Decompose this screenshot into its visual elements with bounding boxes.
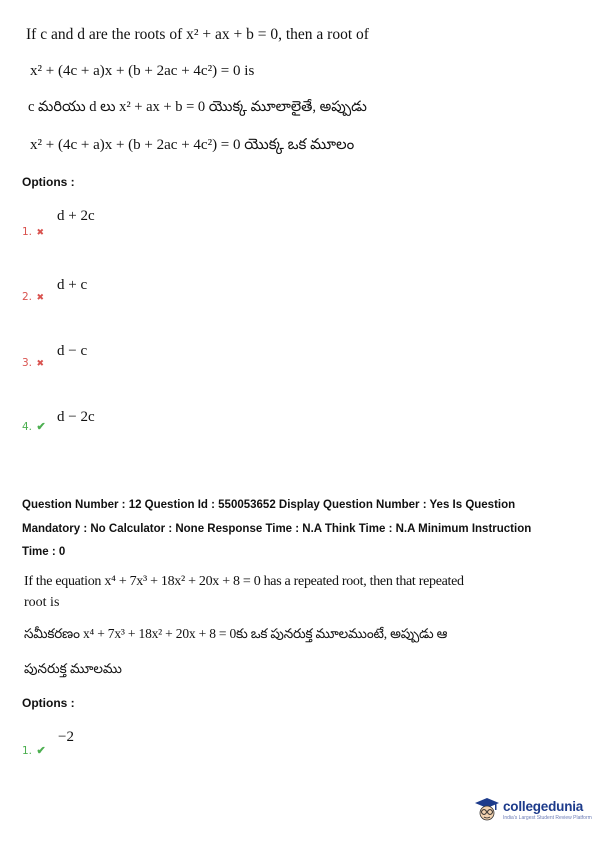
- option-3-value: d − c: [57, 343, 88, 359]
- q12-english-line-1: If the equation x⁴ + 7x³ + 18x² + 20x + 8 = 0 has a repeated root, then that repeated: [24, 574, 464, 589]
- logo-wordmark: collegedunia: [503, 799, 584, 814]
- graduate-mascot-icon: [474, 796, 500, 824]
- collegedunia-logo: [474, 796, 592, 824]
- logo-tagline: India's Largest Student Review Platform: [503, 815, 592, 821]
- options-label-q12: Options :: [22, 696, 75, 710]
- q11-english-line-2: x² + (4c + a)x + (b + 2ac + 4c²) = 0 is: [30, 63, 255, 79]
- option-4: [22, 417, 46, 435]
- q11-english-line-1: If c and d are the roots of x² + ax + b = 0, then a root of: [26, 26, 369, 43]
- option-number: 3.: [22, 357, 33, 369]
- option-1-value: d + 2c: [57, 208, 95, 224]
- q11-telugu-line-1: c మరియు d లు x² + ax + b = 0 యొక్క మూలాలైతే, అప్పుడు: [28, 99, 367, 115]
- q11-telugu-line-2: x² + (4c + a)x + (b + 2ac + 4c²) = 0 యొక్క ఒక మూలం: [30, 137, 355, 153]
- option-number: 1.: [22, 226, 33, 238]
- question-meta-line-3: Time : 0: [22, 546, 66, 558]
- check-icon: ✔: [36, 745, 46, 757]
- q12-option-1-value: −2: [58, 729, 74, 745]
- wrong-icon: ✖: [36, 358, 45, 368]
- q12-option-1: [22, 741, 46, 759]
- option-4-value: d − 2c: [57, 409, 95, 425]
- wrong-icon: ✖: [36, 227, 45, 237]
- option-number: 1.: [22, 745, 33, 757]
- option-number: 4.: [22, 421, 33, 433]
- q12-telugu-line-2: పునరుక్త మూలము: [24, 661, 122, 676]
- option-3: [22, 353, 44, 371]
- check-icon: ✔: [36, 421, 46, 433]
- q12-english-line-2: root is: [24, 595, 60, 610]
- q12-telugu-line-1: సమీకరణం x⁴ + 7x³ + 18x² + 20x + 8 = 0కు ఒక పునరుక్త మూలముంటే, అప్పుడు ఆ: [24, 626, 448, 641]
- option-2: [22, 287, 44, 305]
- question-meta-line-1: Question Number : 12 Question Id : 550053652 Display Question Number : Yes Is Question: [22, 499, 516, 511]
- option-2-value: d + c: [57, 277, 88, 293]
- options-label: Options :: [22, 175, 75, 189]
- option-number: 2.: [22, 291, 33, 303]
- question-meta-line-2: Mandatory : No Calculator : None Response Time : N.A Think Time : N.A Minimum Instruction: [22, 523, 532, 535]
- option-1: [22, 222, 44, 240]
- wrong-icon: ✖: [36, 292, 45, 302]
